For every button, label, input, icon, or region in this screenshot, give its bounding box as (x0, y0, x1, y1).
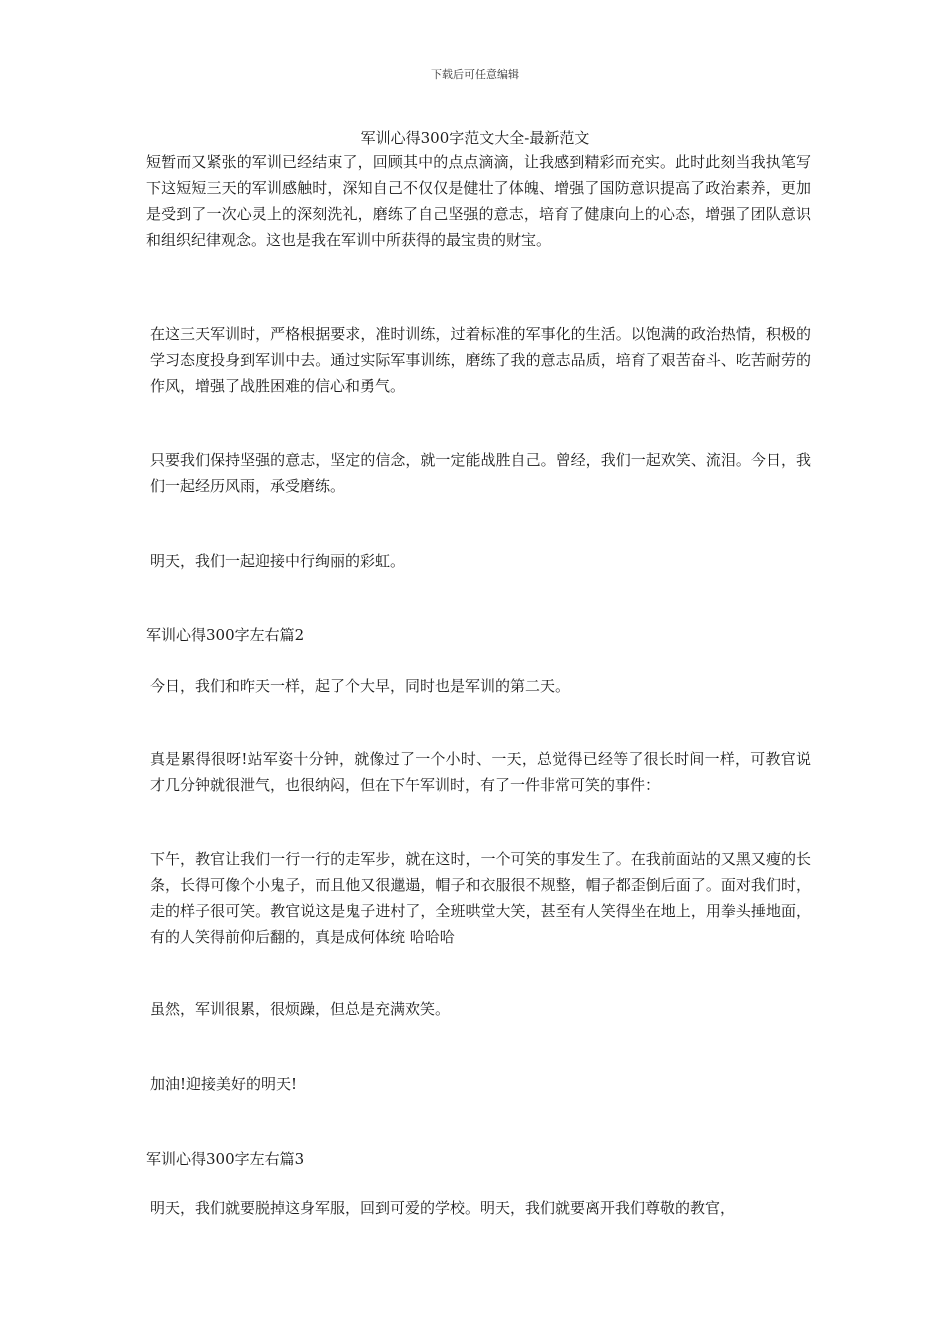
paragraph-5: 今日，我们和昨天一样，起了个大早，同时也是军训的第二天。 (150, 677, 571, 695)
paragraph-6: 真是累得很呀!站军姿十分钟，就像过了一个小时、一天，总觉得已经等了很长时间一样，可教官说才几分钟就很泄气，也很纳闷，但在下午军训时，有了一件非常可笑的事件： (150, 750, 811, 794)
paragraph-2: 在这三天军训时，严格根据要求，准时训练，过着标准的军事化的生活。以饱满的政治热情，积极的学习态度投身到军训中去。通过实际军事训练，磨练了我的意志品质，培育了艰苦奋斗、吃苦耐劳的作风，增强了战胜困难的信心和勇气。 (150, 325, 811, 395)
paragraph-8: 虽然，军训很累，很烦躁，但总是充满欢笑。 (150, 1000, 451, 1018)
paragraph-7: 下午，教官让我们一行一行的走军步，就在这时，一个可笑的事发生了。在我前面站的又黑又瘦的长条，长得可像个小鬼子，而且他又很邋遢，帽子和衣服很不规整，帽子都歪倒后面了。面对我们时，走的样子很可笑。教官说这是鬼子进村了，全班哄堂大笑，甚至有人笑得坐在地上，用拳头捶地面，有的人笑得前仰后翻的，真是成何体统 哈哈哈 (150, 850, 811, 946)
page-header-note: 下载后可任意编辑 (431, 68, 519, 81)
section-heading-3: 军训心得300字左右篇3 (146, 1150, 305, 1168)
document-title: 军训心得300字范文大全-最新范文 (360, 129, 590, 147)
section-heading-2: 军训心得300字左右篇2 (146, 626, 305, 644)
paragraph-9: 加油!迎接美好的明天! (150, 1075, 298, 1093)
paragraph-1: 短暂而又紧张的军训已经结束了，回顾其中的点点滴滴，让我感到精彩而充实。此时此刻当我执笔写下这短短三天的军训感触时，深知自己不仅仅是健壮了体魄、增强了国防意识提高了政治素养，更加是受到了一次心灵上的深刻洗礼，磨练了自己坚强的意志，培育了健康向上的心态，增强了团队意识和组织纪律观念。这也是我在军训中所获得的最宝贵的财宝。 (146, 153, 811, 249)
paragraph-10: 明天，我们就要脱掉这身军服，回到可爱的学校。明天，我们就要离开我们尊敬的教官， (150, 1199, 736, 1217)
paragraph-4: 明天，我们一起迎接中行绚丽的彩虹。 (150, 552, 406, 570)
paragraph-3: 只要我们保持坚强的意志，坚定的信念，就一定能战胜自己。曾经，我们一起欢笑、流泪。今日，我们一起经历风雨，承受磨练。 (150, 451, 811, 495)
